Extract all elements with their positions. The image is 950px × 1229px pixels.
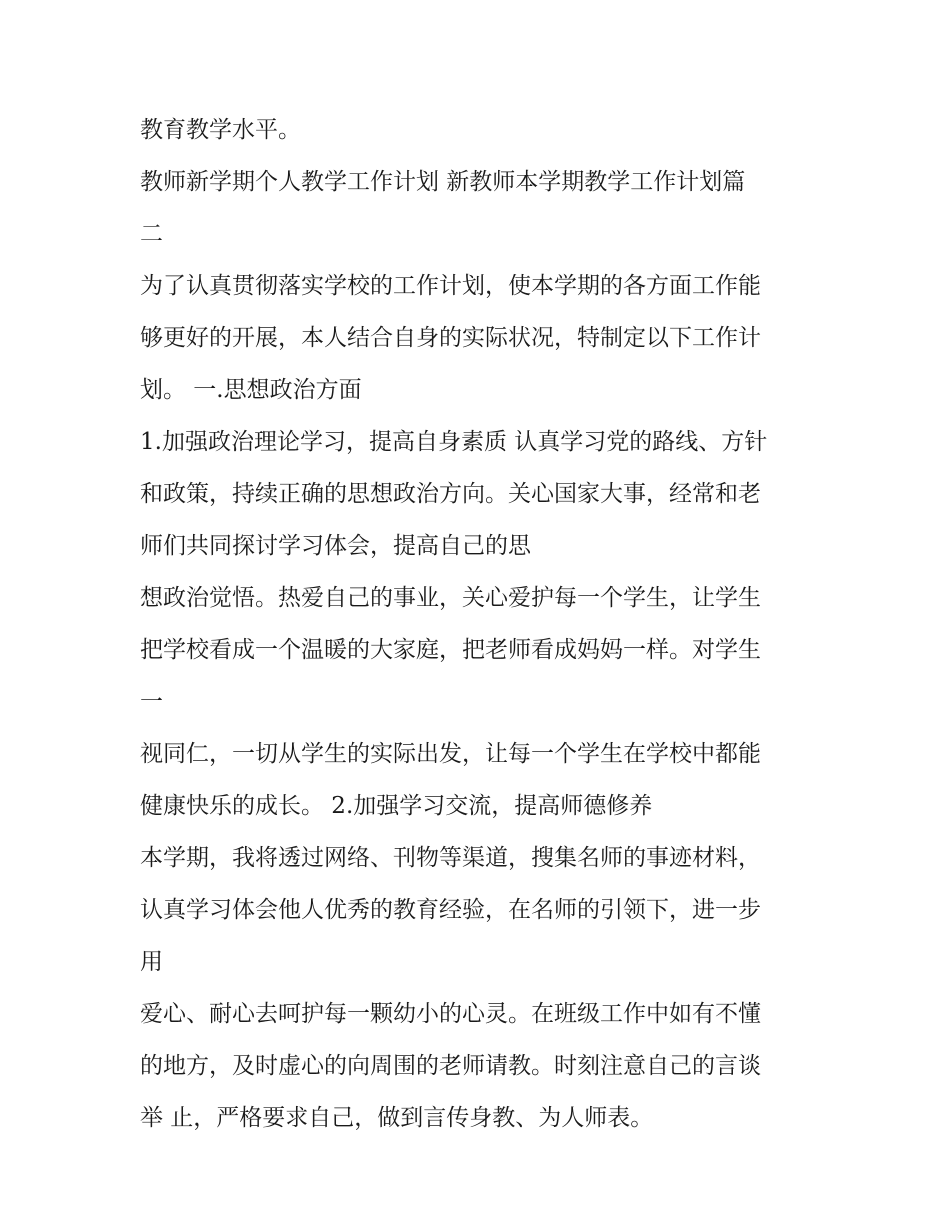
text-line: 爱心、耐心去呵护每一颗幼小的心灵。在班级工作中如有不懂 xyxy=(140,1001,761,1027)
text-line: 1.加强政治理论学习，提高自身素质 认真学习党的路线、方针 xyxy=(140,429,768,455)
text-line: 举 止，严格要求自己，做到言传身教、为人师表。 xyxy=(140,1105,654,1131)
text-line: 把学校看成一个温暖的大家庭，把老师看成妈妈一样。对学生 xyxy=(140,637,761,663)
text-line: 教师新学期个人教学工作计划 新教师本学期教学工作计划篇 xyxy=(140,169,746,195)
text-line: 本学期，我将透过网络、刊物等渠道，搜集名师的事迹材料， xyxy=(140,845,761,871)
text-line: 为了认真贯彻落实学校的工作计划，使本学期的各方面工作能 xyxy=(140,273,761,299)
text-line: 教育教学水平。 xyxy=(140,117,301,143)
text-line: 师们共同探讨学习体会，提高自己的思 xyxy=(140,533,531,559)
document-body xyxy=(140,104,820,1144)
text-line: 想政治觉悟。热爱自己的事业，关心爱护每一个学生，让学生 xyxy=(140,585,761,611)
text-line: 的地方，及时虚心的向周围的老师请教。时刻注意自己的言谈 xyxy=(140,1053,761,1079)
text-line: 二 xyxy=(140,221,163,247)
text-line: 划。 一.思想政治方面 xyxy=(140,377,362,403)
text-line: 够更好的开展，本人结合自身的实际状况，特制定以下工作计 xyxy=(140,325,761,351)
text-line: 用 xyxy=(140,949,163,975)
text-line: 和政策，持续正确的思想政治方向。关心国家大事，经常和老 xyxy=(140,481,761,507)
text-line: 健康快乐的成长。 2.加强学习交流，提高师德修养 xyxy=(140,793,653,819)
text-line: 一 xyxy=(140,689,163,715)
text-line: 认真学习体会他人优秀的教育经验，在名师的引领下，进一步 xyxy=(140,897,761,923)
text-line: 视同仁，一切从学生的实际出发，让每一个学生在学校中都能 xyxy=(140,741,761,767)
